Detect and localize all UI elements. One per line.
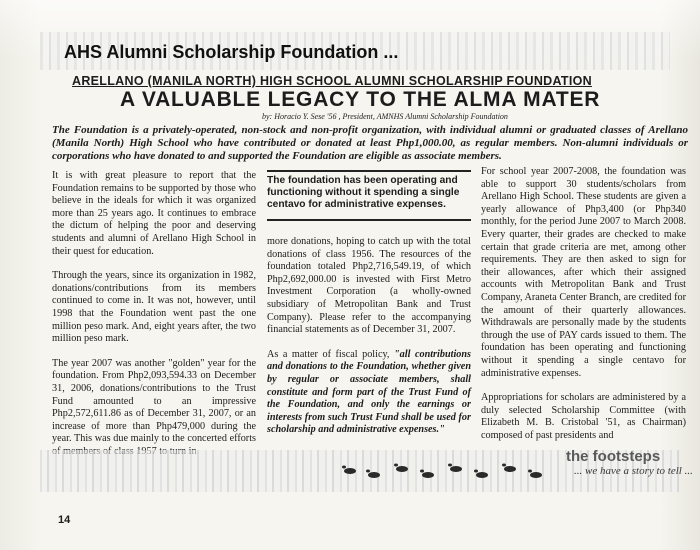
- fiscal-lead: As a matter of fiscal policy,: [267, 348, 394, 360]
- article-byline: by: Horacio Y. Sese '56 , President, AMNHS Alumni Scholarship Foundation: [262, 112, 508, 121]
- paragraph: For school year 2007-2008, the foundation was able to support 30 students/scholars from Arellano High School. These students are given a yearly allowance of Php3,400 (or Php340 monthly, for the period June 2007 to March 2008. Every quarter, their grades are checked to make certain that grade criteria are met, among other requirements. They are then asked to sign for their allowances, after which their assigned accounts with Metropolitan Bank and Trust Company, Araneta Center Branch, are credited for the amount of their quarterly allowances. Withdrawals are personally made by the students through the use of PAY cards issued to them. The foundation has been operating and functioning without it spending a single centavo for administrative expenses.: [481, 166, 686, 379]
- column-3: [481, 166, 686, 454]
- column-2: [267, 236, 471, 449]
- column-1: [52, 170, 256, 470]
- paragraph: Through the years, since its organization in 1982, donations/contributions from its members continued to come in. It was not, however, until 1998 that the Foundation went past the one million peso mark. And, eight years after, the two million peso mark.: [52, 270, 256, 345]
- page-number: 14: [58, 514, 71, 526]
- fiscal-quote: "all contributions and donations to the Foundation, whether given by regular or associate members, shall constitute and form part of the Trust Fund of the Foundation, and only the earnings or interests from such Trust Fund shall be used for scholarship and administrative expenses.": [267, 348, 471, 436]
- pull-quote: The foundation has been operating and functioning without it spending a single centavo for administrative expenses.: [267, 170, 471, 210]
- paragraph: more donations, hoping to catch up with the total donations of class 1956. The resources of the foundation totaled Php2,716,549.19, of which Php2,692,000.00 is invested with First Metro Investment Corporation (a wholly-owned subsidiary of Metropolitan Bank and Trust Company). Please refer to the accompanying financial statements as of December 31, 2007.: [267, 236, 471, 336]
- section-title: AHS Alumni Scholarship Foundation ...: [64, 42, 399, 62]
- footer-logo: the footsteps: [566, 448, 661, 465]
- article-subtitle: ARELLANO (MANILA NORTH) HIGH SCHOOL ALUMNI SCHOLARSHIP FOUNDATION: [72, 74, 592, 88]
- article-intro: The Foundation is a privately-operated, non-stock and non-profit organization, with individual alumni or graduated classes of Arellano (Manila North) High School who have contributed or donated at least Php1,000.00, as regular members. Non-alumni individuals or corporations who have donated to and supported the Foundation are eligible as associate members.: [52, 124, 688, 162]
- footer-tagline: ... we have a story to tell ...: [574, 465, 693, 477]
- footprint-icon: [340, 455, 570, 485]
- article-title: A VALUABLE LEGACY TO THE ALMA MATER: [120, 88, 601, 111]
- pull-quote-rule: [267, 219, 471, 221]
- paragraph: It is with great pleasure to report that the Foundation remains to be supported by those who believe in the ideals for which it was organized more than 25 years ago. It continues to embrace the dictum of helping the poor and deserving students and alumni of Arellano High School in their quest for education.: [52, 170, 256, 257]
- paragraph: The year 2007 was another "golden" year for the foundation. From Php2,093,594.33 on December 31, 2006, donations/contributions to the Trust Fund amounted to an impressive Php2,572,611.86 as of December 31, 2007, or an increase of more than Php479,000 during the year. This was due mainly to the concerted efforts: [52, 357, 256, 445]
- paragraph: Appropriations for scholars are administered by a duly selected Scholarship Committee (with Elizabeth M. B. Cristobal '51, as Chairman) composed of past presidents and: [481, 392, 686, 441]
- paragraph-fiscal-policy: [267, 349, 471, 437]
